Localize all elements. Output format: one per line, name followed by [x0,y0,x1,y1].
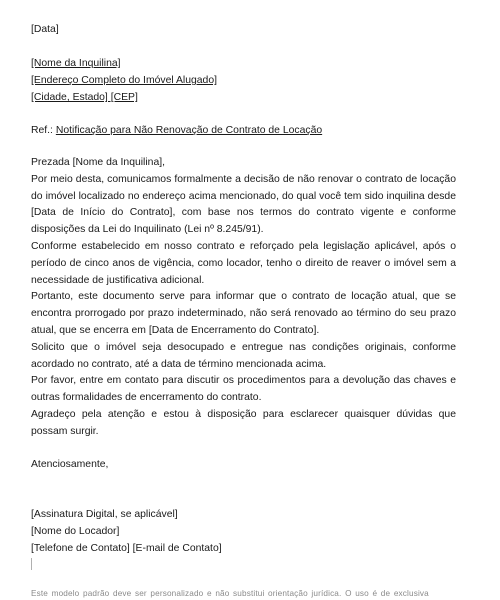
footer-disclaimer: Este modelo padrão deve ser personalizado e não substitui orientação jurídica. O uso é de exclusiva [31,589,429,598]
reference-subject: Notificação para Não Renovação de Contrato de Locação [55,125,323,136]
salutation: Prezada [Nome da Inquilina], [31,157,166,168]
body-paragraph-1: Por meio desta, comunicamos formalmente a decisão de não renovar o contrato de locação do imóvel localizado no endereço acima mencionado, do qual você tem sido inquilina desde [Data de Início do Contrato], com base nos termos do contrato vigente e conforme disposições da Lei do Inquilinato (Lei nº 8.245/91). [31,173,456,236]
body-paragraph-3: Portanto, este documento serve para informar que o contrato de locação atual, que se encontra prorrogado por prazo indeterminado, não será renovado ao término do seu prazo atual, que se encerra em [Data de Encerramento do Contrato]. [31,291,456,336]
body-paragraph-5: Por favor, entre em contato para discutir os procedimentos para a devolução das chaves e outras formalidades de encerramento do contrato. [31,375,456,404]
letter-date: [Data] [31,24,59,35]
body-paragraph-4: Solicito que o imóvel seja desocupado e entregue nas condições originais, conforme acordado no contrato, até a data de término mencionada acima. [31,341,456,370]
recipient-city: [Cidade, Estado] [CEP] [31,92,138,103]
body-paragraph-2: Conforme estabelecido em nosso contrato e reforçado pela legislação aplicável, após o período de cinco anos de vigência, como locador, tenho o direito de reaver o imóvel sem a necessidade de justificativa adicional. [31,240,456,286]
sender-contact: [Telefone de Contato] [E-mail de Contato] [31,543,222,554]
farewell: Atenciosamente, [31,459,109,470]
recipient-address: [Endereço Completo do Imóvel Alugado] [31,75,217,86]
signature-placeholder: [Assinatura Digital, se aplicável] [31,509,178,520]
letter-body [31,155,456,441]
recipient-name: [Nome da Inquilina] [31,58,121,69]
sender-name: [Nome do Locador] [31,526,120,537]
body-paragraph-6: Agradeço pela atenção e estou à disposição para esclarecer quaisquer dúvidas que possam surgir. [31,408,456,437]
reference-prefix: Ref.: [31,125,53,136]
text-cursor [31,558,32,570]
reference-line [31,124,322,137]
